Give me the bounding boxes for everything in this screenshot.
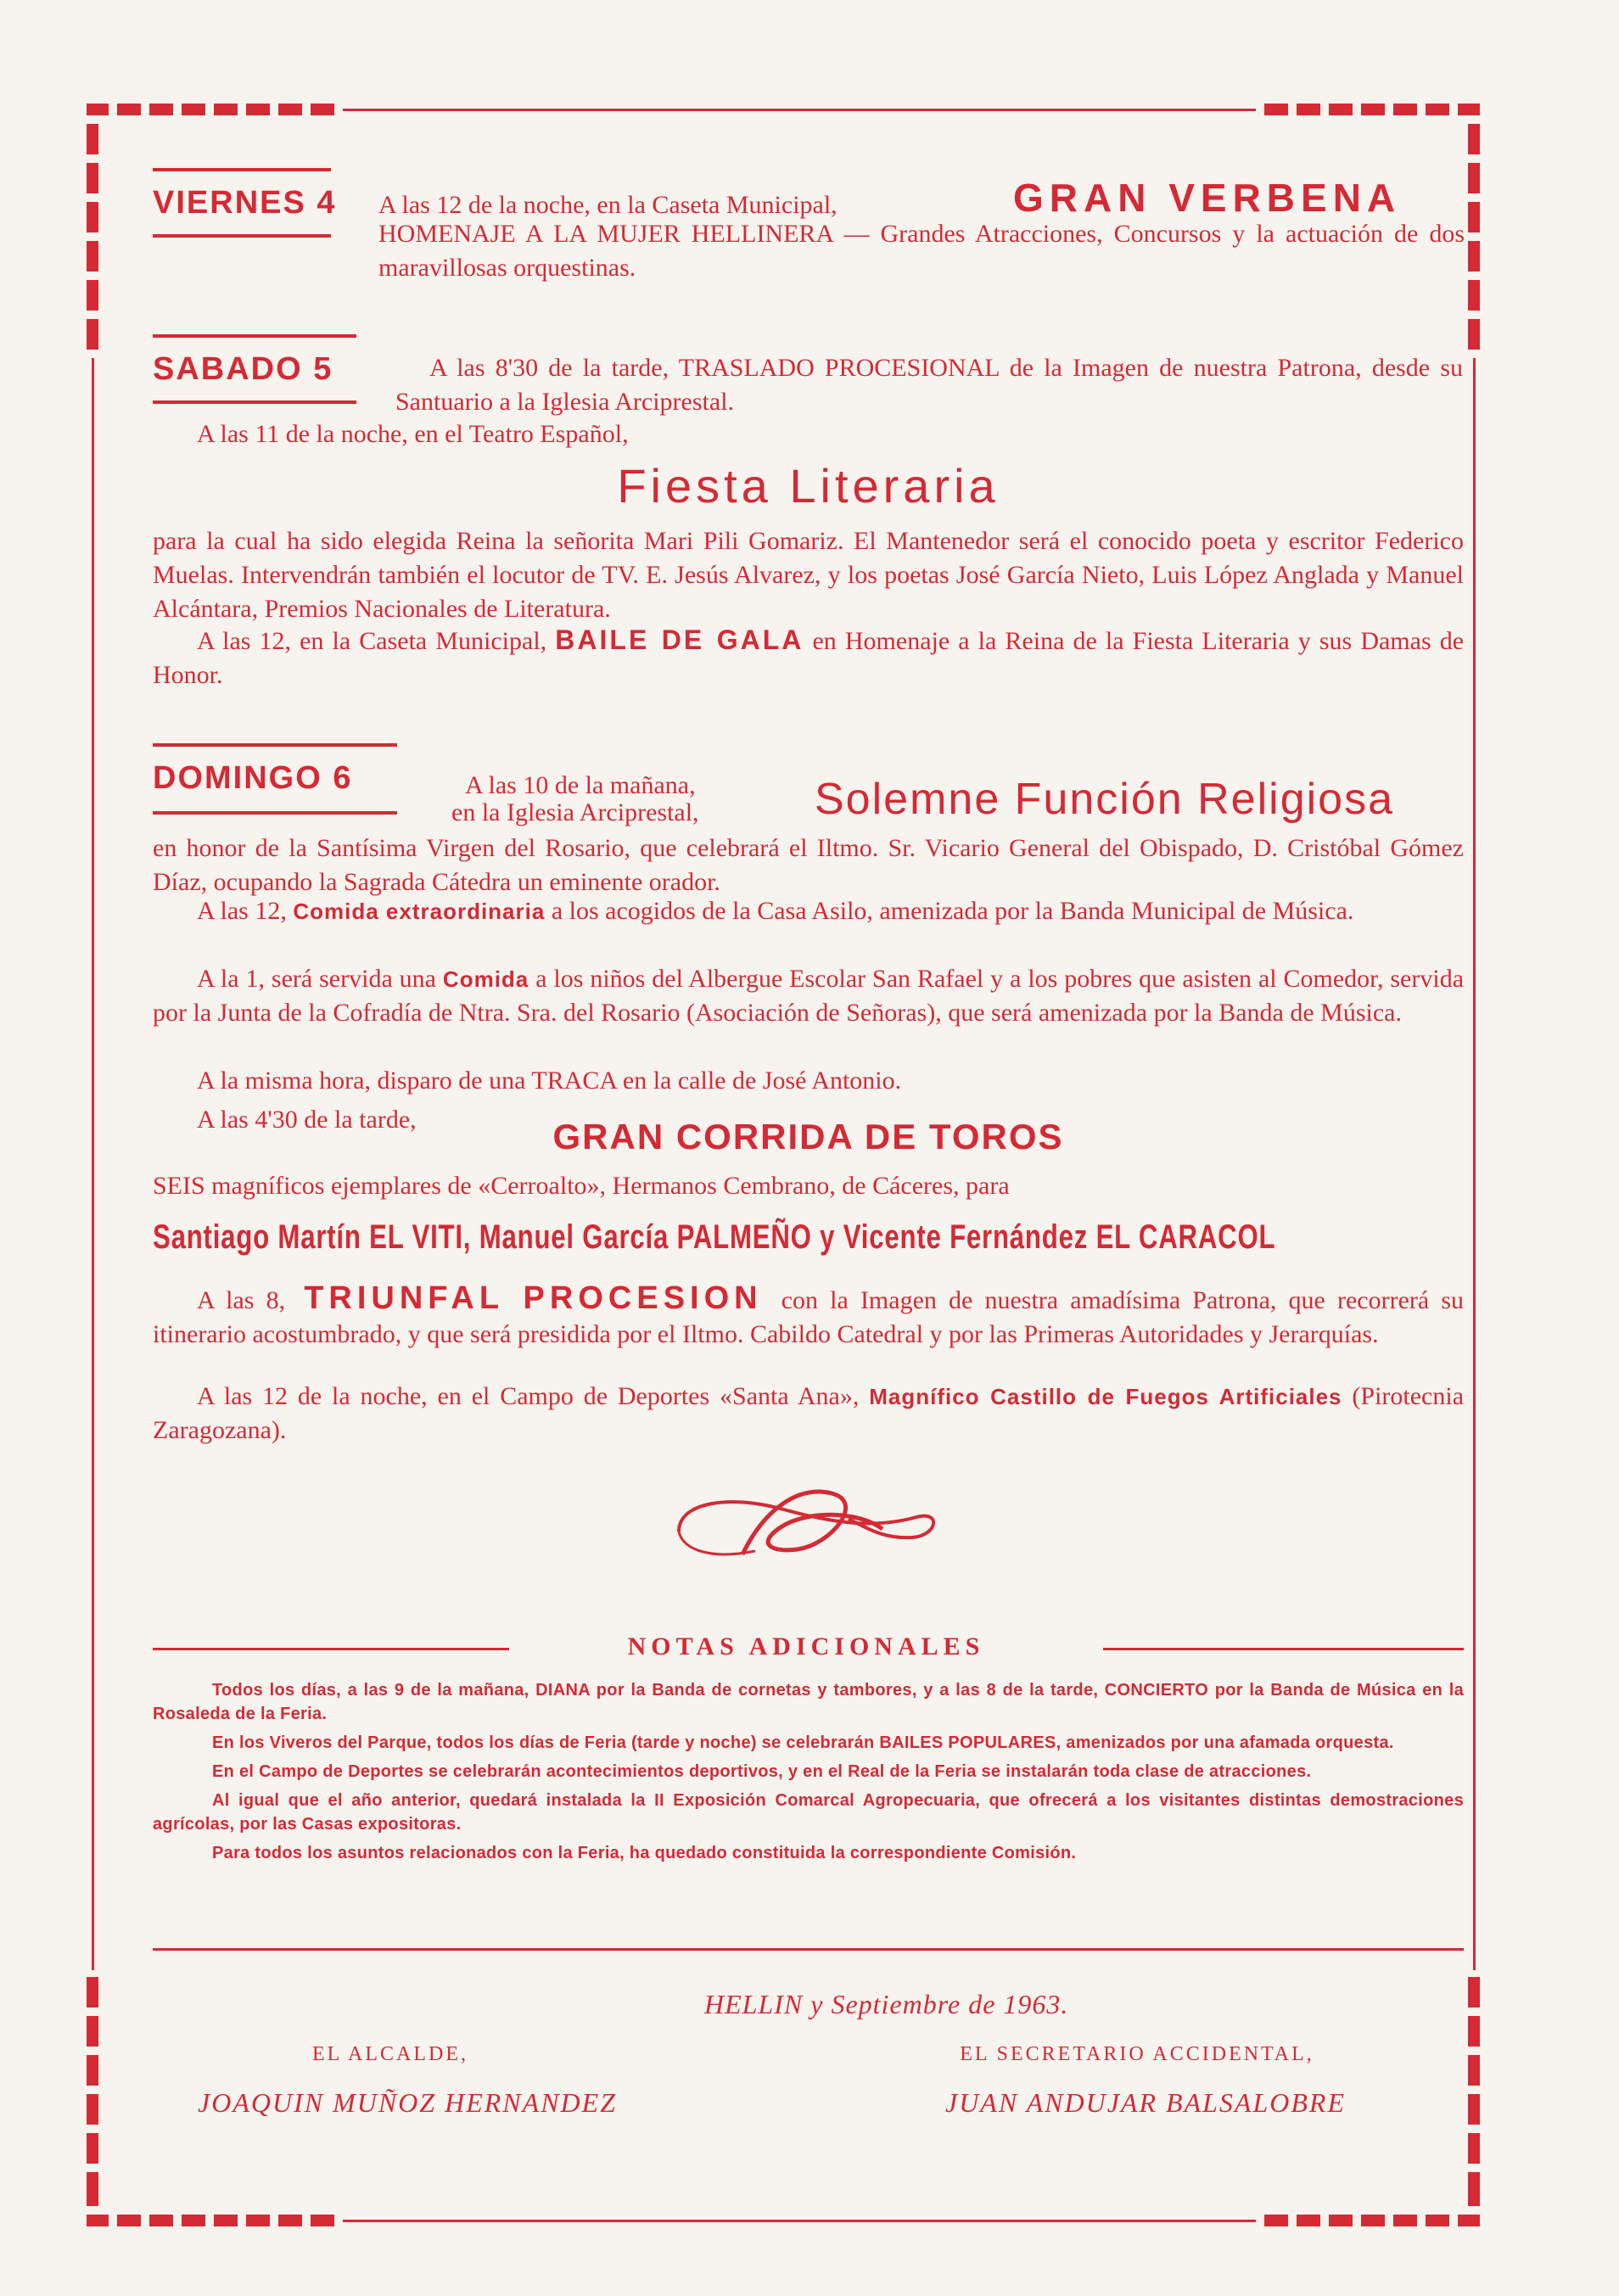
day-rule-top bbox=[153, 168, 331, 171]
day-label-friday: VIERNES 4 bbox=[153, 185, 337, 221]
sunday-text-4a: A la 1, será servida una bbox=[197, 965, 436, 993]
sunday-text-3b: a los acogidos de la Casa Asilo, amenizada por la Banda Municipal de Música. bbox=[551, 897, 1354, 925]
sunday-text-2: en honor de la Santísima Virgen del Rosario, que celebrará el Iltmo. Sr. Vicario General del Obispado, D. Cristóbal Gómez Díaz, ocupando la Sagrada Cátedra un eminente orador. bbox=[153, 834, 1464, 896]
notes-rule-bottom bbox=[153, 1948, 1464, 1951]
day-rule-bottom bbox=[153, 234, 331, 238]
frame-dash bbox=[1468, 2094, 1480, 2125]
sunday-text-4 bbox=[153, 962, 1464, 1030]
frame-dash bbox=[182, 104, 205, 115]
sunday-text-8b: con la Imagen de nuestra amadísima Patrona, que recorrerá su itinerario acostumbrado, y que será presidida por el Iltmo. Cabildo Catedral y por las Primeras Autoridades y Jerarquías. bbox=[153, 1286, 1465, 1348]
frame-dash bbox=[278, 2215, 302, 2226]
frame-corner bbox=[87, 104, 109, 115]
sunday-text-8 bbox=[153, 1281, 1464, 1352]
frame-dash bbox=[1468, 202, 1480, 232]
flourish-ornament bbox=[662, 1476, 950, 1570]
note-item: Todos los días, a las 9 de la mañana, DIANA por la Banda de cornetas y tambores, y a las 8 de la tarde, CONCIERTO por la Banda de Música en la Rosaleda de la Feria. bbox=[153, 1681, 1464, 1723]
frame-dash bbox=[117, 2215, 141, 2226]
saturday-text-4 bbox=[153, 623, 1464, 692]
notes-rule-right bbox=[1103, 1648, 1464, 1650]
place-date: HELLIN y Septiembre de 1963. bbox=[704, 1989, 1069, 2019]
frame-dash bbox=[87, 1977, 98, 2008]
frame-dash bbox=[1264, 104, 1288, 115]
frame-dash bbox=[311, 2215, 334, 2226]
event-gran-corrida: GRAN CORRIDA DE TOROS bbox=[552, 1117, 1064, 1156]
sunday-text-9 bbox=[153, 1380, 1464, 1448]
frame-dash bbox=[149, 104, 173, 115]
note-item: En los Viveros del Parque, todos los días de Feria (tarde y noche) se celebrarán BAILES POPULARES, amenizados por una afamada orquesta. bbox=[212, 1733, 1394, 1752]
note-item: Al igual que el año anterior, quedará instalada la II Exposición Comarcal Agropecuaria, que ofrecerá a los visitantes distintas demostraciones agrícolas, por las Casas expositoras. bbox=[153, 1791, 1464, 1834]
frame-dash bbox=[1329, 2215, 1353, 2226]
event-triunfal-procesion: TRIUNFAL PROCESION bbox=[304, 1280, 763, 1316]
left-signatory-name: JOAQUIN MUÑOZ HERNANDEZ bbox=[198, 2087, 617, 2118]
frame-dash bbox=[1426, 2215, 1449, 2226]
notes-list bbox=[153, 1678, 1464, 1865]
frame-line-right bbox=[1473, 358, 1476, 1970]
frame-dash bbox=[1468, 163, 1480, 193]
frame-dash bbox=[87, 2055, 98, 2086]
frame-dash bbox=[246, 2215, 270, 2226]
sunday-text-4b: a los niños del Albergue Escolar San Rafael y a los pobres que asisten al Comedor, servida por la Junta de la Cofradía de Ntra. Sra. del Rosario (Asociación de Señoras), que será amenizada por la Banda de Música. bbox=[153, 965, 1465, 1027]
event-gran-verbena: GRAN VERBENA bbox=[1013, 176, 1402, 220]
frame-corner bbox=[1458, 2215, 1480, 2226]
frame-dash bbox=[1297, 2215, 1320, 2226]
frame-dash bbox=[87, 241, 98, 272]
left-signatory-title: EL ALCALDE, bbox=[311, 2043, 469, 2065]
frame-dash bbox=[87, 163, 98, 193]
frame-dash bbox=[149, 2215, 173, 2226]
frame-dash bbox=[1393, 2215, 1417, 2226]
day-rule-top bbox=[153, 334, 356, 338]
frame-dash bbox=[1361, 104, 1385, 115]
sunday-text-1a: A las 10 de la mañana, bbox=[465, 771, 696, 799]
frame-dash bbox=[87, 319, 98, 350]
day-label-saturday: SABADO 5 bbox=[153, 351, 333, 387]
frame-corner bbox=[87, 2215, 109, 2226]
frame-dash bbox=[87, 2133, 98, 2164]
frame-dash bbox=[1468, 241, 1480, 272]
event-comida: Comida bbox=[442, 966, 529, 992]
sunday-text-9b: (Pirotecnia Zaragozana). bbox=[153, 1382, 1465, 1444]
frame-dash bbox=[1468, 2172, 1480, 2206]
frame-dash bbox=[1264, 2215, 1288, 2226]
frame-dash bbox=[1297, 104, 1320, 115]
frame-line-top bbox=[343, 109, 1256, 111]
friday-intro: A las 12 de la noche, en la Caseta Municipal, bbox=[378, 191, 838, 219]
saturday-text-4b: en Homenaje a la Reina de la Fiesta Literaria y sus Damas de Honor. bbox=[153, 627, 1465, 689]
sunday-text-1b: en la Iglesia Arciprestal, bbox=[451, 798, 699, 826]
frame-dash bbox=[1468, 280, 1480, 311]
note-item: Para todos los asuntos relacionados con la Feria, ha quedado constituida la correspondiente Comisión. bbox=[212, 1844, 1077, 1862]
frame-dash bbox=[87, 2016, 98, 2047]
frame-dash bbox=[1393, 104, 1417, 115]
frame-dash bbox=[1361, 2215, 1385, 2226]
frame-dash bbox=[1468, 319, 1480, 350]
day-rule-bottom bbox=[153, 811, 397, 815]
friday-text: HOMENAJE A LA MUJER HELLINERA — Grandes Atracciones, Concursos y la actuación de dos maravillosas orquestinas. bbox=[378, 220, 1465, 282]
day-rule-bottom bbox=[153, 400, 356, 404]
right-signatory-name: JUAN ANDUJAR BALSALOBRE bbox=[944, 2087, 1346, 2118]
frame-dash bbox=[214, 2215, 238, 2226]
event-comida-extraordinaria: Comida extraordinaria bbox=[293, 899, 546, 924]
frame-dash bbox=[87, 280, 98, 311]
day-rule-top bbox=[153, 743, 397, 747]
frame-line-bottom bbox=[343, 2220, 1256, 2222]
frame-dash bbox=[214, 104, 238, 115]
sunday-text-7: SEIS magníficos ejemplares de «Cerroalto», Hermanos Cembrano, de Cáceres, para bbox=[153, 1172, 1010, 1200]
frame-dash bbox=[246, 104, 270, 115]
frame-dash bbox=[1468, 2133, 1480, 2164]
event-baile-de-gala: BAILE DE GALA bbox=[555, 624, 804, 655]
saturday-text-4a: A las 12, en la Caseta Municipal, bbox=[197, 627, 547, 655]
frame-dash bbox=[87, 124, 98, 154]
frame-dash bbox=[1468, 1977, 1480, 2008]
frame-dash bbox=[311, 104, 334, 115]
frame-corner bbox=[1458, 104, 1480, 115]
event-fiesta-literaria: Fiesta Literaria bbox=[617, 459, 1000, 512]
frame-line-left bbox=[92, 358, 94, 1970]
toreros-line: Santiago Martín EL VITI, Manuel García PALMEÑO y Vicente Fernández EL CARACOL bbox=[153, 1218, 1276, 1256]
frame-dash bbox=[87, 2172, 98, 2206]
right-signatory-title: EL SECRETARIO ACCIDENTAL, bbox=[960, 2043, 1314, 2065]
frame-dash bbox=[1329, 104, 1353, 115]
sunday-text-5: A la misma hora, disparo de una TRACA en la calle de José Antonio. bbox=[197, 1067, 902, 1095]
saturday-text-1: A las 8'30 de la tarde, TRASLADO PROCESIONAL de la Imagen de nuestra Patrona, desde su Santuario a la Iglesia Arciprestal. bbox=[395, 354, 1463, 416]
frame-dash bbox=[1468, 2016, 1480, 2047]
frame-dash bbox=[1426, 104, 1449, 115]
sunday-text-6: A las 4'30 de la tarde, bbox=[197, 1106, 417, 1134]
frame-dash bbox=[1468, 124, 1480, 154]
sunday-text-8a: A las 8, bbox=[197, 1286, 286, 1314]
event-solemne-funcion: Solemne Función Religiosa bbox=[815, 775, 1395, 824]
event-castillo-fuegos: Magnífico Castillo de Fuegos Artificiales bbox=[869, 1384, 1342, 1409]
frame-dash bbox=[278, 104, 302, 115]
day-label-sunday: DOMINGO 6 bbox=[153, 760, 353, 796]
sunday-text-3 bbox=[153, 894, 1464, 928]
frame-dash bbox=[182, 2215, 205, 2226]
frame-dash bbox=[117, 104, 141, 115]
sunday-text-9a: A las 12 de la noche, en el Campo de Deportes «Santa Ana», bbox=[197, 1382, 860, 1410]
notes-title: NOTAS ADICIONALES bbox=[627, 1632, 985, 1660]
sunday-text-3a: A las 12, bbox=[197, 897, 287, 925]
saturday-text-2: A las 11 de la noche, en el Teatro Español, bbox=[197, 420, 629, 448]
note-item: En el Campo de Deportes se celebrarán acontecimientos deportivos, y en el Real de la Feria se instalarán toda clase de atracciones. bbox=[212, 1762, 1312, 1781]
frame-dash bbox=[1468, 2055, 1480, 2086]
notes-rule-left bbox=[153, 1648, 509, 1650]
frame-dash bbox=[87, 202, 98, 232]
saturday-text-3: para la cual ha sido elegida Reina la señorita Mari Pili Gomariz. El Mantenedor será el conocido poeta y escritor Federico Muelas. Intervendrán también el locutor de TV. E. Jesús Alvarez, y los poetas José García Nieto, Luis López Anglada y Manuel Alcántara, Premios Nacionales de Literatura. bbox=[153, 527, 1464, 623]
frame-dash bbox=[87, 2094, 98, 2125]
